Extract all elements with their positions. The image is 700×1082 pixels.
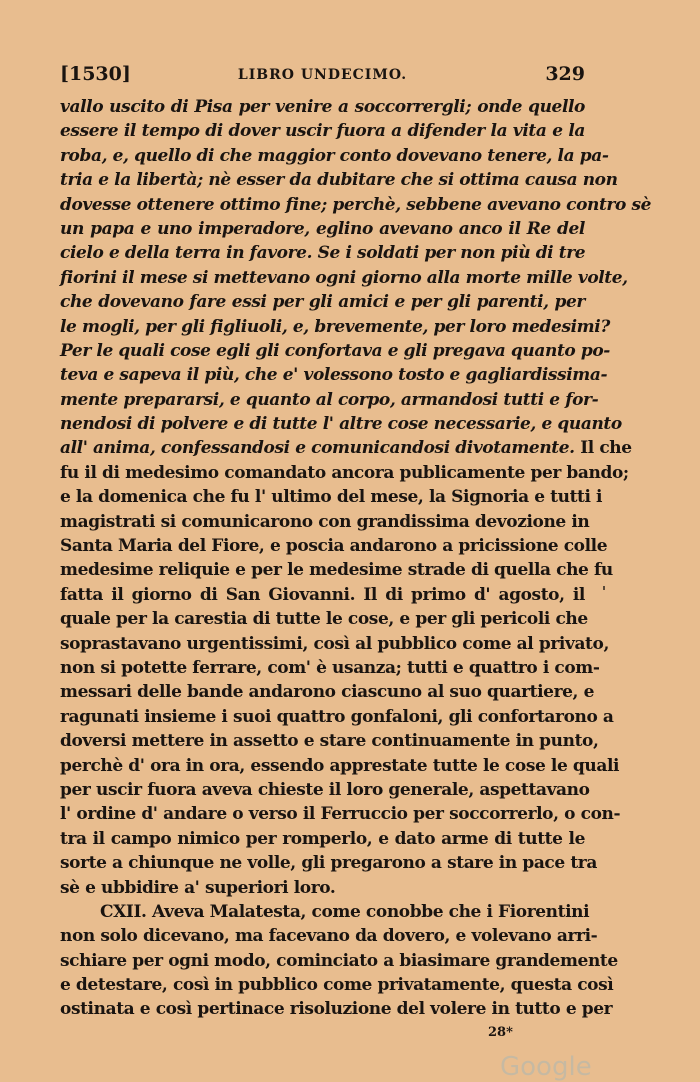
header-page-number: 329 — [545, 63, 585, 85]
text-line: un papa e uno imperadore, eglino avevano anco il Re del — [60, 218, 585, 239]
text-line: fatta il giorno di San Giovanni. Il di primo d' agosto, il — [60, 584, 585, 605]
text-line: dovesse ottenere ottimo fine; perchè, sebbene avevano contro sè — [60, 194, 652, 215]
section-start-line: CXII. Aveva Malatesta, come conobbe che i Fiorentini — [100, 901, 590, 922]
paper-speck — [603, 586, 605, 590]
text-line: medesime reliquie e per le medesime strade di quella che fu — [60, 560, 613, 581]
text-line: tra il campo nimico per romperlo, e dato arme di tutte le — [60, 828, 585, 849]
text-line: quale per la carestia di tutte le cose, e per gli pericoli che — [60, 609, 588, 630]
book-page — [60, 63, 652, 1022]
text-line: che dovevano fare essi per gli amici e per gli parenti, per — [60, 292, 585, 313]
paragraph-end-line: sè e ubbidire a' superiori loro. — [60, 877, 336, 898]
text-line: essere il tempo di dover uscir fuora a difender la vita e la — [60, 121, 585, 142]
text-line: Santa Maria del Fiore, e poscia andarono a pricissione colle — [60, 536, 608, 557]
text-line: doversi mettere in assetto e stare continuamente in punto, — [60, 731, 599, 752]
signature-mark: 28* — [488, 1025, 513, 1040]
text-line: per uscir fuora aveva chieste il loro generale, aspettavano — [60, 779, 590, 800]
text-line: non si potette ferrare, com' è usanza; tutti e quattro i com- — [60, 657, 600, 678]
text-line: ragunati insieme i suoi quattro gonfaloni, gli confortarono a — [60, 706, 614, 727]
text-line-mixed — [60, 436, 632, 460]
text-line: messari delle bande andarono ciascuno al suo quartiere, e — [60, 682, 594, 703]
text-line: fiorini il mese si mettevano ogni giorno alla morte mille volte, — [60, 267, 628, 288]
header-book-title: LIBRO UNDECIMO. — [237, 67, 408, 83]
text-line: mente prepararsi, e quanto al corpo, armandosi tutti e for- — [60, 389, 599, 410]
text-line: ostinata e così pertinace risoluzione del volere in tutto e per — [60, 999, 613, 1020]
text-line: le mogli, per gli figliuoli, e, brevemente, per loro medesimi? — [60, 316, 610, 337]
text-line: l' ordine d' andare o verso il Ferruccio per soccorrerlo, o con- — [60, 804, 621, 825]
watermark: Google — [500, 1052, 592, 1082]
roman-segment: Il che — [580, 438, 632, 459]
text-line: soprastavano urgentissimi, così al pubblico come al privato, — [60, 633, 609, 654]
text-line: sorte a chiunque ne volle, gli pregarono a stare in pace tra — [60, 853, 597, 874]
header-year: [1530] — [60, 63, 131, 85]
page-header — [60, 63, 585, 95]
text-line: tria e la libertà; nè esser da dubitare che si ottima causa non — [60, 170, 618, 191]
text-line: e la domenica che fu l' ultimo del mese, la Signoria e tutti i — [60, 487, 603, 508]
text-line: teva e sapeva il più, che e' volessono tosto e gagliardissima- — [60, 365, 608, 386]
text-line: fu il di medesimo comandato ancora publicamente per bando; — [60, 462, 629, 483]
text-line: roba, e, quello di che maggior conto dovevano tenere, la pa- — [60, 145, 609, 166]
text-line: vallo uscito di Pisa per venire a soccorrergli; onde quello — [60, 97, 585, 117]
text-line: non solo dicevano, ma facevano da dovero, e volevano arri- — [60, 926, 598, 947]
text-line: cielo e della terra in favore. Se i soldati per non più di tre — [60, 243, 586, 264]
text-line: schiare per ogni modo, cominciato a biasimare grandemente — [60, 950, 618, 971]
italic-segment: all' anima, confessandosi e comunicandosi divotamente. — [60, 438, 575, 459]
text-line: magistrati si comunicarono con grandissima devozione in — [60, 511, 590, 532]
text-line: e detestare, così in pubblico come privatamente, questa così — [60, 975, 614, 996]
text-line: perchè d' ora in ora, essendo apprestate tutte le cose le quali — [60, 755, 620, 776]
body-text — [60, 95, 652, 1022]
text-line: Per le quali cose egli gli confortava e gli pregava quanto po- — [60, 340, 610, 361]
text-line: nendosi di polvere e di tutte l' altre cose necessarie, e quanto — [60, 414, 622, 435]
